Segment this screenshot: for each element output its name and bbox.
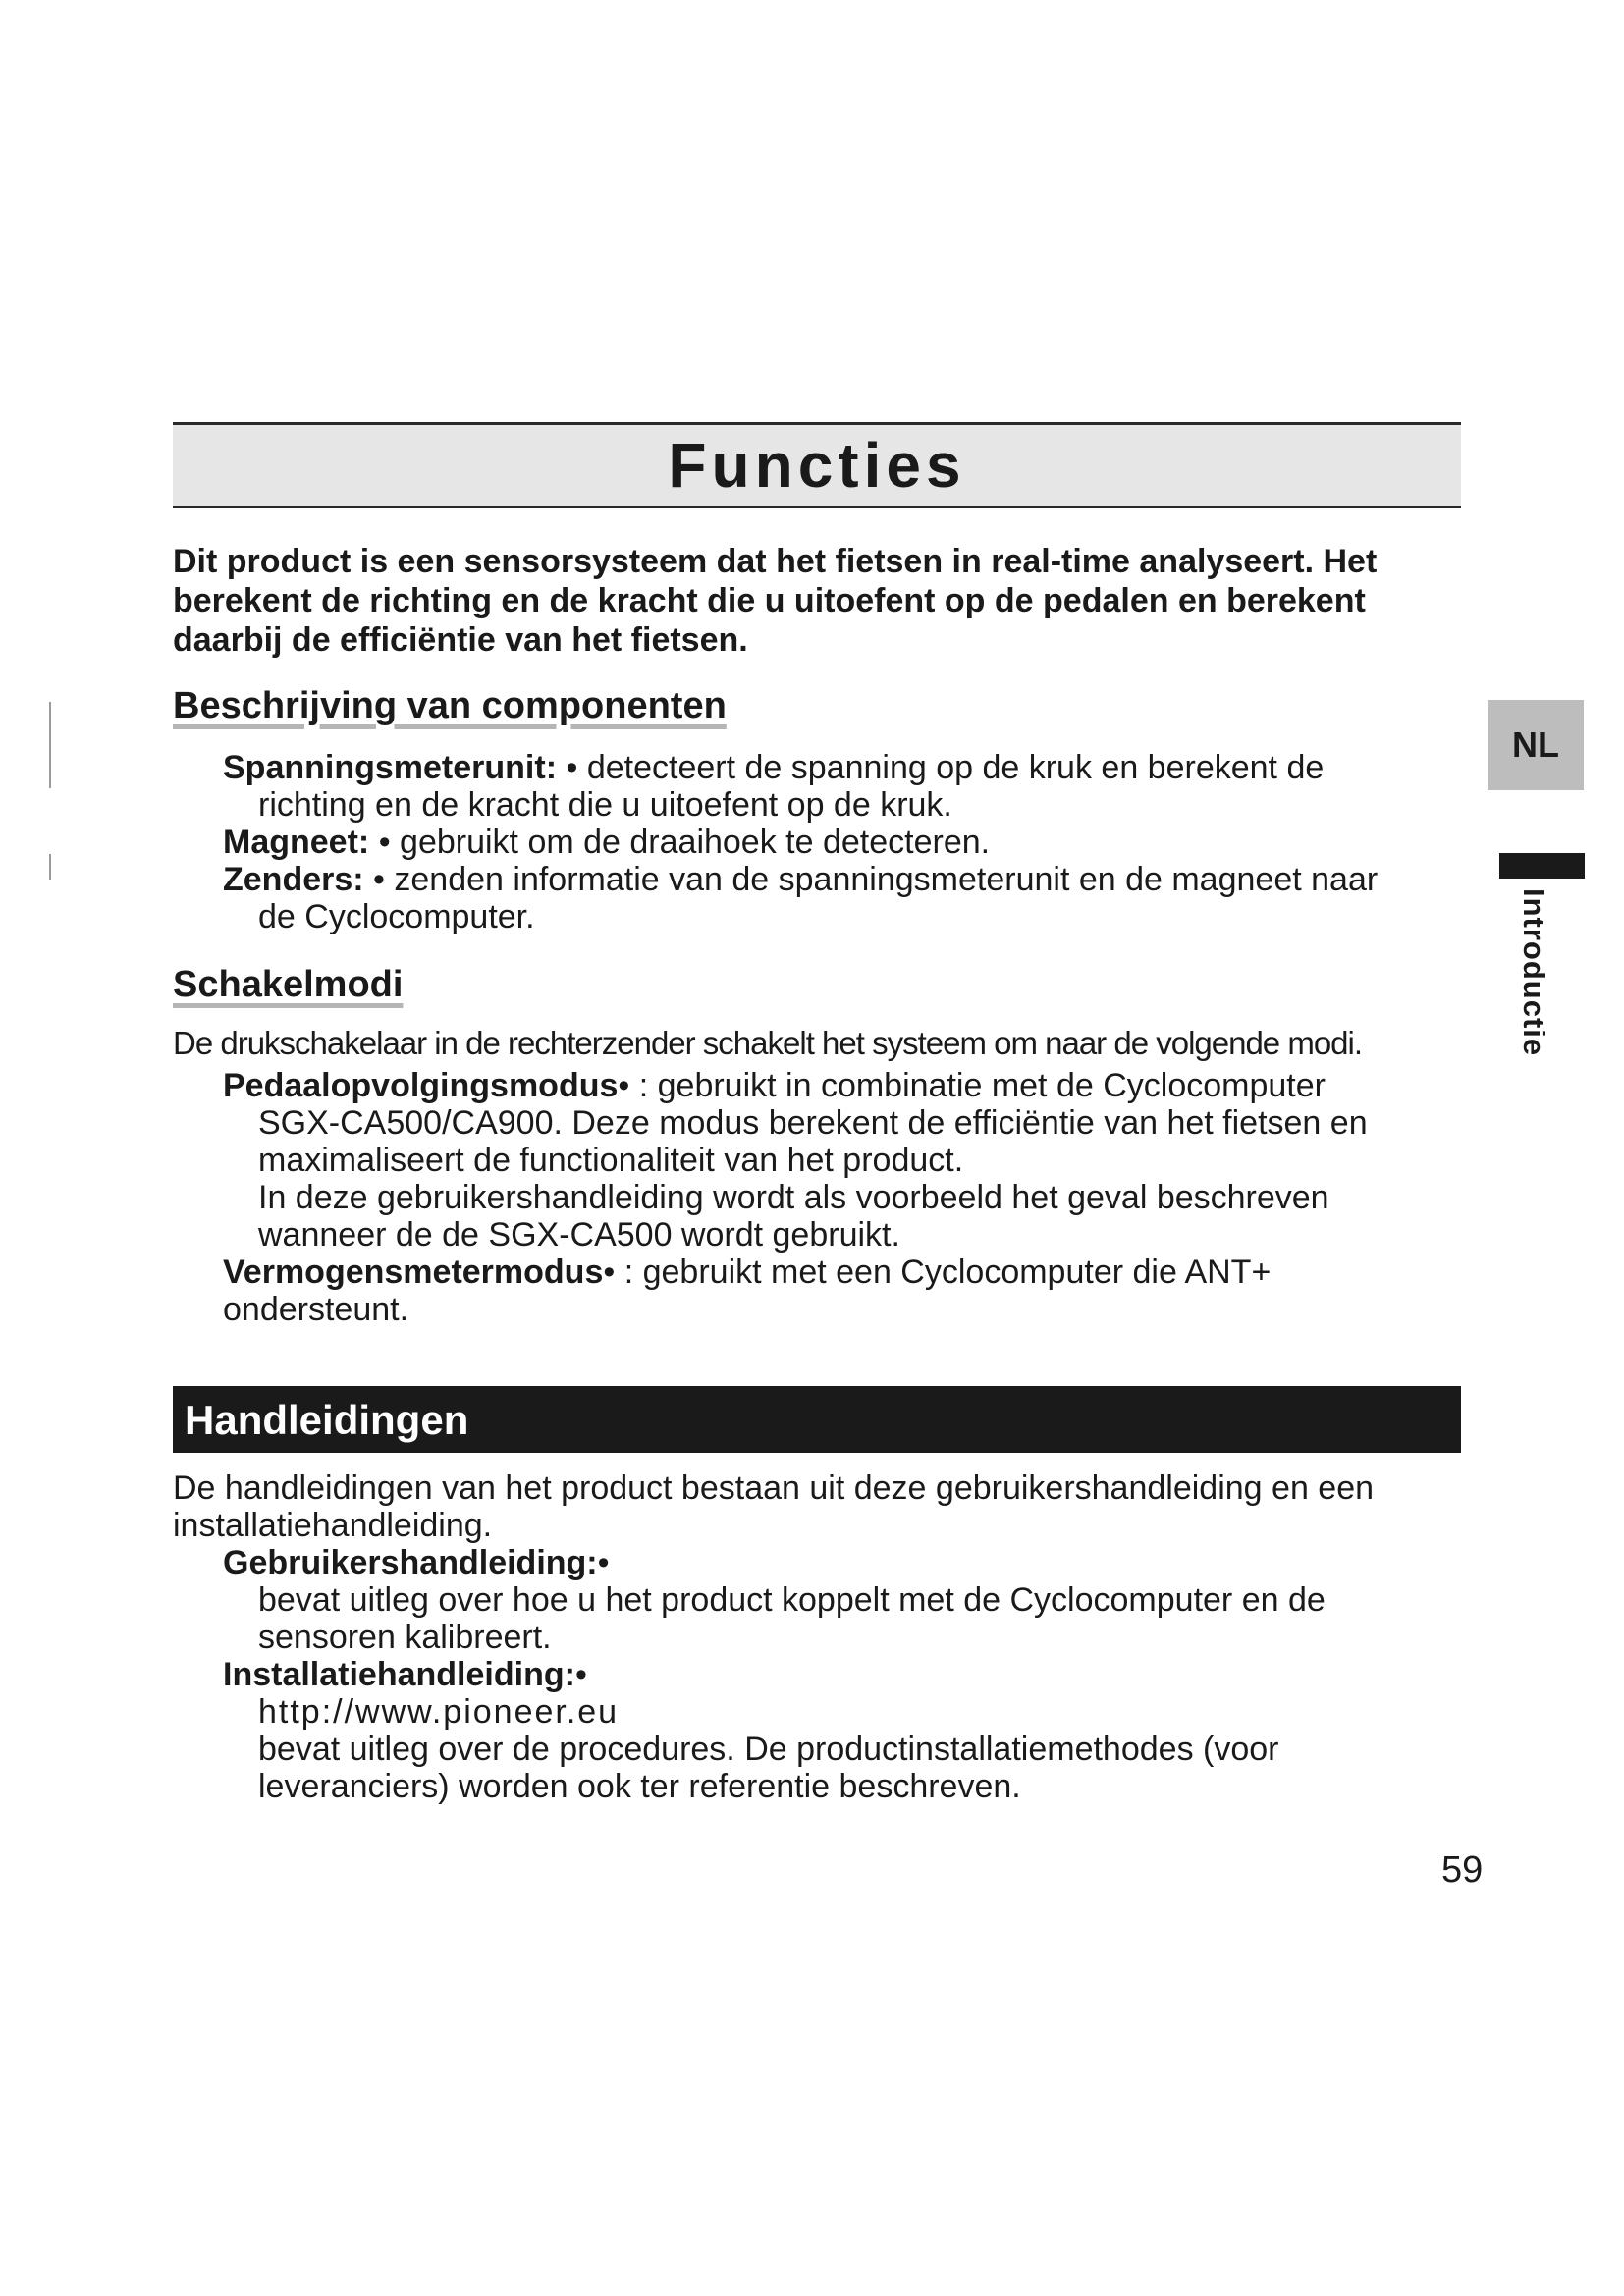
manuals-list <box>173 1469 1469 1805</box>
manual-url-link[interactable]: http://www.pioneer.eu <box>258 1693 620 1731</box>
modes-list <box>173 1067 1469 1328</box>
bullet: • <box>378 824 391 861</box>
list-item <box>173 1656 1469 1693</box>
component-text: detecteert de spanning op de kruk en berekent de <box>577 749 1325 786</box>
bullet: • <box>566 749 578 786</box>
mode-continuation: wanneer de de SGX-CA500 wordt gebruikt. <box>258 1216 900 1254</box>
list-item <box>173 749 1469 786</box>
mode-continuation: In deze gebruikershandleiding wordt als voorbeeld het geval beschreven <box>258 1179 1329 1216</box>
component-text: zenden informatie van de spanningsmeterunit en de magneet naar <box>384 861 1379 898</box>
bullet: • <box>597 1544 610 1581</box>
manual-continuation: bevat uitleg over hoe u het product koppelt met de Cyclocomputer en de <box>258 1581 1326 1619</box>
mode-term: Pedaalopvolgingsmodus <box>223 1067 619 1104</box>
mode-continuation: maximaliseert de functionaliteit van het product. <box>258 1142 964 1179</box>
margin-mark <box>49 702 51 788</box>
modes-intro: De drukschakelaar in de rechterzender schakelt het systeem om naar de volgende modi. <box>173 1025 1363 1061</box>
page-number: 59 <box>1441 1849 1484 1891</box>
component-text: gebruikt om de draaihoek te detecteren. <box>390 824 991 861</box>
margin-mark <box>49 854 51 880</box>
list-item <box>173 1254 1469 1291</box>
manual-term: Installatiehandleiding: <box>223 1656 575 1693</box>
component-term: Magneet: <box>223 824 370 861</box>
manuals-intro: installatiehandleiding. <box>173 1507 493 1544</box>
manual-term: Gebruikershandleiding: <box>223 1544 598 1581</box>
mode-term: Vermogensmetermodus <box>223 1254 604 1291</box>
manuals-heading: Handleidingen <box>185 1397 469 1443</box>
component-continuation: richting en de kracht die u uitoefent op de kruk. <box>258 786 952 824</box>
page-title: Functies <box>668 430 966 501</box>
manuals-intro: De handleidingen van het product bestaan uit deze gebruikershandleiding en een <box>173 1469 1375 1507</box>
components-list <box>173 749 1469 935</box>
mode-text: : gebruikt in combinatie met de Cyclocomputer <box>629 1067 1326 1104</box>
section-marker-bar <box>1499 853 1585 879</box>
mode-continuation: ondersteunt. <box>223 1291 409 1328</box>
list-item <box>173 861 1469 898</box>
intro-paragraph: Dit product is een sensorsysteem dat het fietsen in real-time analyseert. Het berekent de richting en de kracht die u uitoefent op de pedalen en berekent daarbij de efficiëntie van het fietsen. <box>173 543 1378 659</box>
bullet: • <box>373 861 385 898</box>
manual-continuation: bevat uitleg over de procedures. De productinstallatiemethodes (voor <box>258 1731 1279 1768</box>
bullet: • <box>603 1254 616 1291</box>
list-item <box>173 824 1469 861</box>
list-item <box>173 1067 1469 1104</box>
component-term: Zenders: <box>223 861 364 898</box>
modes-heading: Schakelmodi <box>173 964 404 1005</box>
component-term: Spanningsmeterunit: <box>223 749 558 786</box>
language-tab: NL <box>1488 700 1584 790</box>
bullet: • <box>574 1656 587 1693</box>
page-title-bar <box>173 422 1461 508</box>
manuals-heading-bar <box>173 1386 1461 1453</box>
component-continuation: de Cyclocomputer. <box>258 898 535 935</box>
manual-continuation: sensoren kalibreert. <box>258 1619 552 1656</box>
mode-text: : gebruikt met een Cyclocomputer die ANT+ <box>615 1254 1272 1291</box>
list-item <box>173 1544 1469 1581</box>
manual-continuation: leveranciers) worden ook ter referentie beschreven. <box>258 1768 1021 1805</box>
section-side-label: Introductie <box>1517 888 1551 1057</box>
components-heading: Beschrijving van componenten <box>173 685 727 726</box>
mode-continuation: SGX-CA500/CA900. Deze modus berekent de efficiëntie van het fietsen en <box>258 1104 1368 1142</box>
bullet: • <box>618 1067 630 1104</box>
